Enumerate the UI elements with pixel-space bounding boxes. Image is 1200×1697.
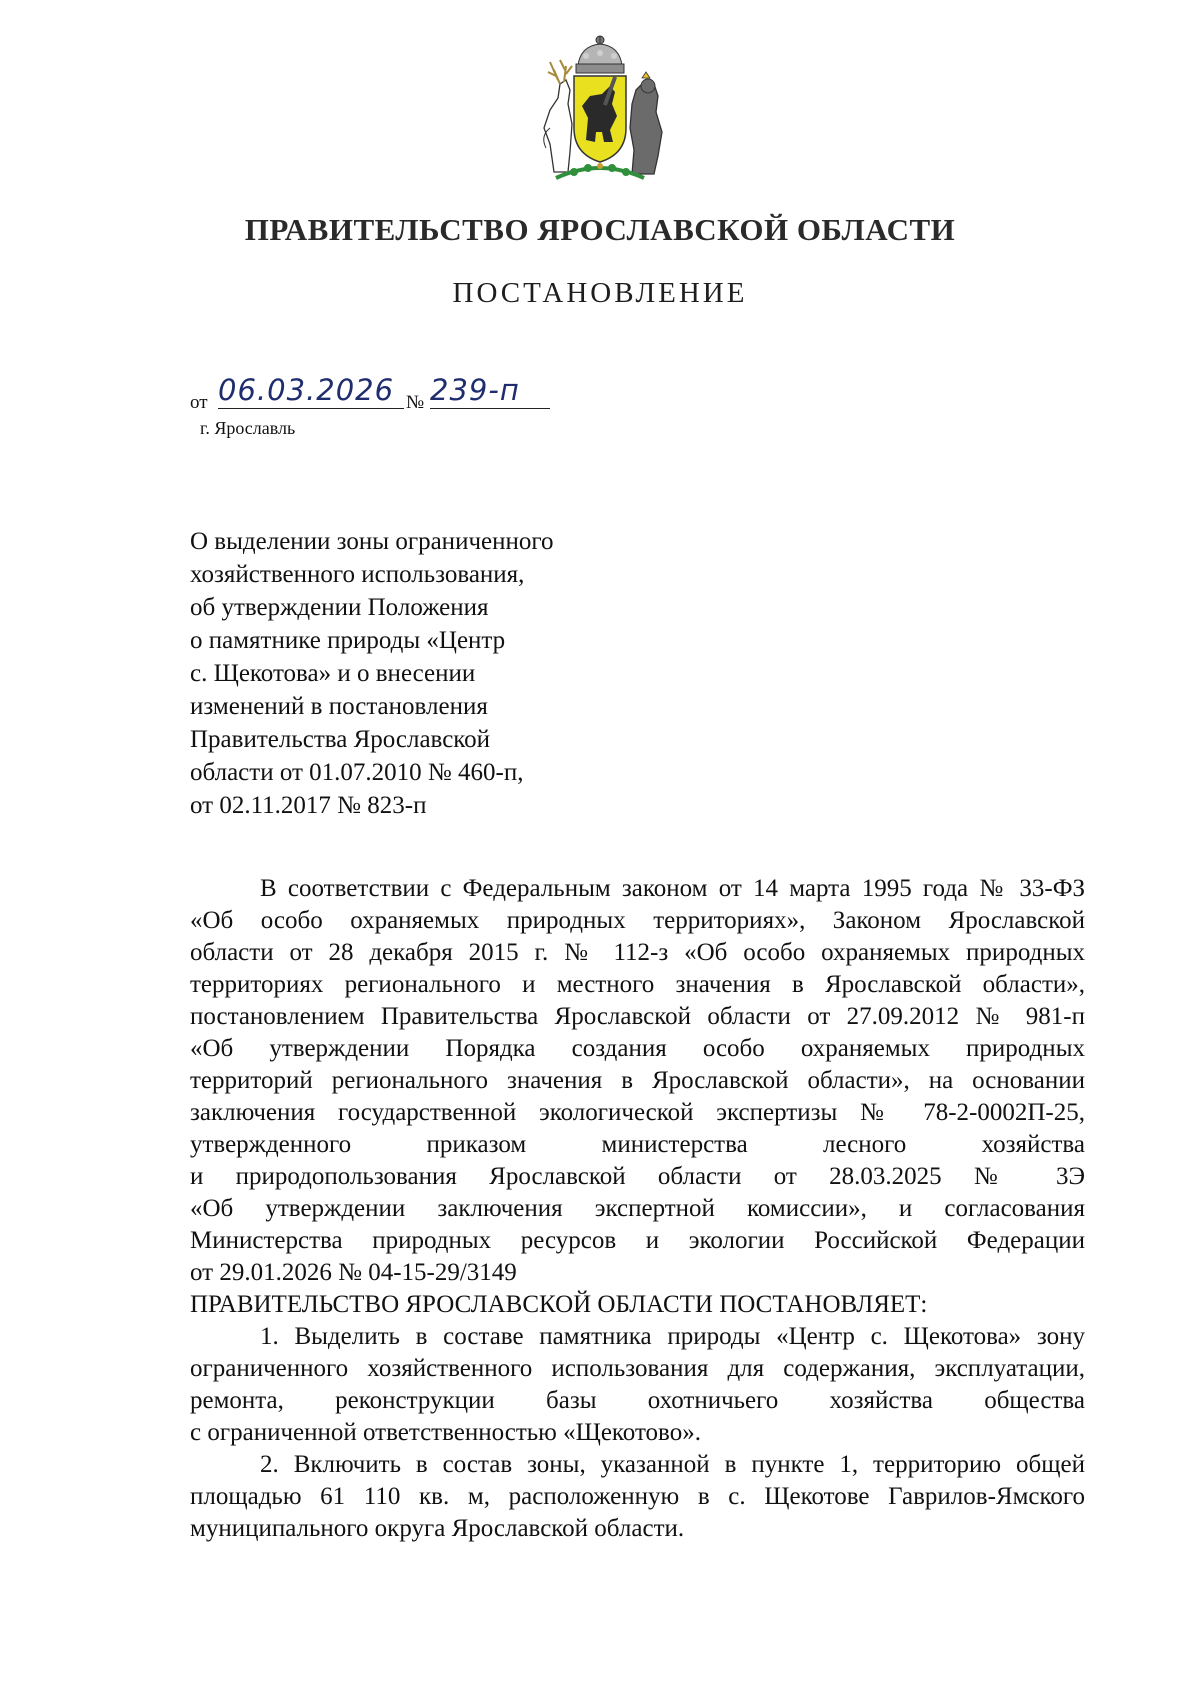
preamble-line: В соответствии с Федеральным законом от 14 марта 1995 года № 33-ФЗ: [260, 875, 1085, 902]
clause-2: [190, 1449, 1085, 1545]
subject-line: области от 01.07.2010 № 460-п,: [190, 759, 524, 786]
preamble-line: Министерства природных ресурсов и экологии Российской Федерации: [190, 1227, 1085, 1254]
document-type-title: ПОСТАНОВЛЕНИЕ: [452, 277, 748, 309]
document-date: 06.03.2026: [218, 372, 404, 409]
subject-line: О выделении зоны ограниченного: [190, 528, 554, 555]
clause-line: 2. Включить в состав зоны, указанной в пункте 1, территорию общей: [260, 1451, 1085, 1478]
clause-line: с ограниченной ответственностью «Щекотово».: [190, 1419, 701, 1446]
document-body: [190, 873, 1085, 1545]
coat-of-arms-emblem: [520, 32, 680, 184]
preamble-line: области от 28 декабря 2015 г. № 112-з «Об особо охраняемых природных: [190, 939, 1085, 966]
city-name: г. Ярославль: [200, 418, 296, 438]
preamble-paragraph: [190, 873, 1085, 1289]
document-registration: [190, 372, 620, 438]
preamble-line: «Об утверждении заключения экспертной комиссии», и согласования: [190, 1195, 1085, 1222]
number-prefix: №: [406, 392, 425, 413]
clause-line: 1. Выделить в составе памятника природы «Центр с. Щекотова» зону: [260, 1323, 1085, 1350]
resolution-heading: ПРАВИТЕЛЬСТВО ЯРОСЛАВСКОЙ ОБЛАСТИ ПОСТАНОВЛЯЕТ:: [190, 1291, 928, 1318]
preamble-line: «Об особо охраняемых природных территориях», Законом Ярославской: [190, 907, 1085, 934]
oak-wreath-icon: [556, 168, 644, 178]
preamble-line: постановлением Правительства Ярославской области от 27.09.2012 № 981-п: [190, 1003, 1085, 1030]
subject-line: от 02.11.2017 № 823-п: [190, 792, 427, 819]
clause-line: ограниченного хозяйственного использования для содержания, эксплуатации,: [190, 1355, 1085, 1382]
preamble-line: от 29.01.2026 № 04-15-29/3149: [190, 1259, 517, 1286]
subject-line: Правительства Ярославской: [190, 726, 491, 753]
document-subject: [190, 525, 640, 822]
subject-line: о памятнике природы «Центр: [190, 627, 506, 654]
document-number: 239-п: [430, 372, 550, 409]
bear-supporter-icon: [630, 72, 662, 174]
preamble-line: территориях регионального и местного значения в Ярославской области»,: [190, 971, 1085, 998]
crown-icon: [576, 36, 624, 73]
clause-1: [190, 1321, 1085, 1449]
date-prefix: от: [190, 392, 208, 413]
clause-line: муниципального округа Ярославской области.: [190, 1515, 685, 1542]
subject-line: с. Щекотова» и о внесении: [190, 660, 476, 687]
issuing-authority: ПРАВИТЕЛЬСТВО ЯРОСЛАВСКОЙ ОБЛАСТИ: [244, 212, 956, 247]
clause-line: площадью 61 110 кв. м, расположенную в с. Щекотове Гаврилов-Ямского: [190, 1483, 1085, 1510]
preamble-line: «Об утверждении Порядка создания особо охраняемых природных: [190, 1035, 1085, 1062]
subject-line: об утверждении Положения: [190, 594, 489, 621]
preamble-line: и природопользования Ярославской области от 28.03.2025 № 3Э: [190, 1163, 1085, 1190]
preamble-line: заключения государственной экологической экспертизы № 78-2-0002П-25,: [190, 1099, 1085, 1126]
clause-line: ремонта, реконструкции базы охотничьего хозяйства общества: [190, 1387, 1085, 1414]
deer-supporter-icon: [544, 60, 572, 172]
subject-line: изменений в постановления: [190, 693, 488, 720]
preamble-line: территорий регионального значения в Ярославской области», на основании: [190, 1067, 1085, 1094]
subject-line: хозяйственного использования,: [190, 561, 525, 588]
preamble-line: утвержденного приказом министерства лесного хозяйства: [190, 1131, 1085, 1158]
